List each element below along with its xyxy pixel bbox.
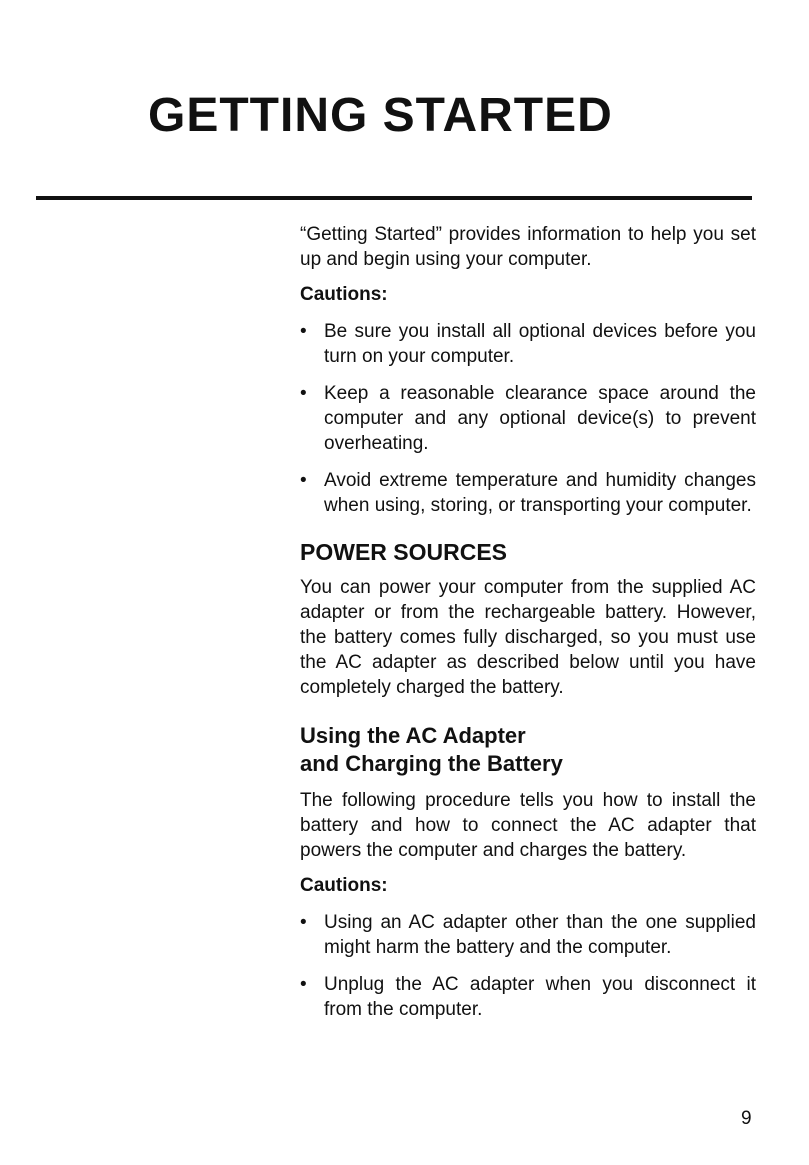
cautions-list (300, 910, 756, 1022)
section-heading-power-sources: POWER SOURCES (300, 539, 508, 565)
content-column (300, 222, 756, 1034)
heading-line: Using the AC Adapter (300, 723, 526, 748)
cautions-label: Cautions: (300, 284, 388, 305)
page-number: 9 (741, 1108, 752, 1129)
caution-item: • Using an AC adapter other than the one supplied might harm the battery and the computer. (300, 910, 756, 960)
page-title: GETTING STARTED (148, 89, 613, 142)
subsection-heading-ac-adapter (300, 722, 756, 778)
intro-paragraph: “Getting Started” provides information to help you set up and begin using your computer. (300, 224, 756, 270)
ac-paragraph: The following procedure tells you how to install the battery and how to connect the AC adapter that powers the computer and charges the battery. (300, 790, 756, 861)
heading-line: and Charging the Battery (300, 751, 563, 776)
power-paragraph: You can power your computer from the supplied AC adapter or from the rechargeable battery. However, the battery comes fully discharged, so you must use the AC adapter as described below until you have completely charged the battery. (300, 577, 756, 698)
title-rule (36, 196, 752, 200)
caution-item: • Unplug the AC adapter when you disconnect it from the computer. (300, 972, 756, 1022)
caution-item: • Avoid extreme temperature and humidity changes when using, storing, or transporting your computer. (300, 468, 756, 518)
caution-item: • Be sure you install all optional devices before you turn on your computer. (300, 319, 756, 369)
cautions-label: Cautions: (300, 875, 388, 896)
cautions-list (300, 319, 756, 518)
caution-item: • Keep a reasonable clearance space around the computer and any optional device(s) to prevent overheating. (300, 381, 756, 456)
